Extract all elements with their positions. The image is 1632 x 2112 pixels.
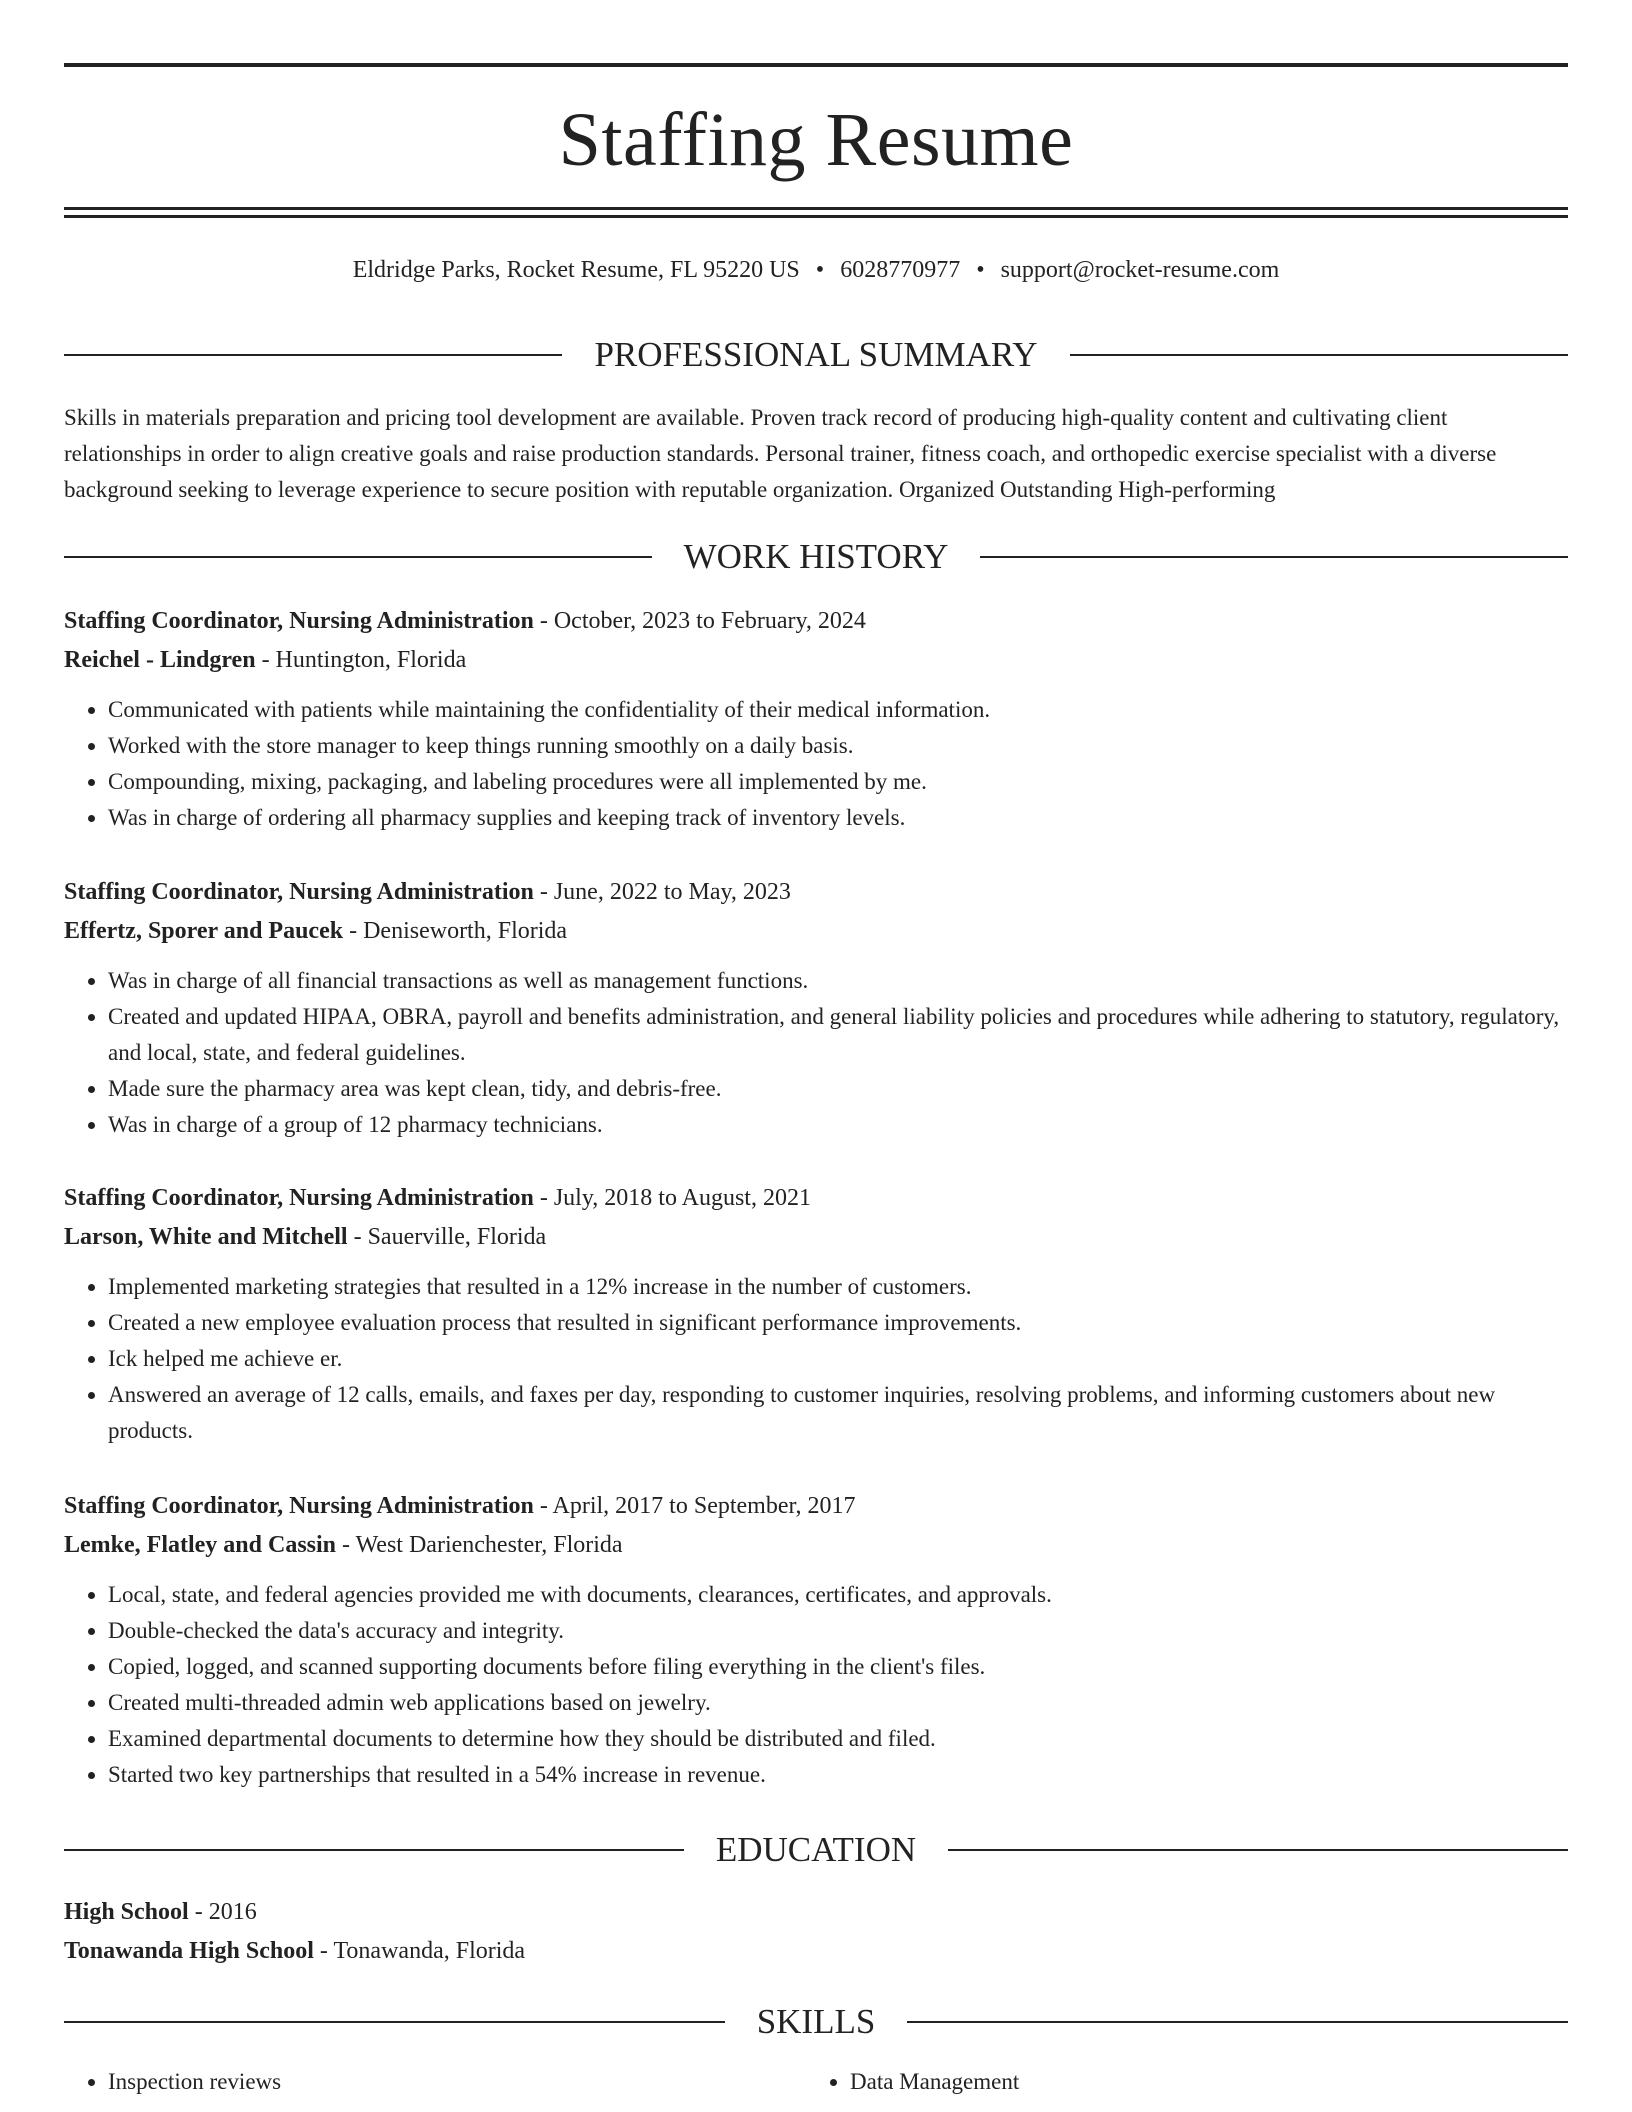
- job-title-line: [64, 1487, 1568, 1526]
- skills-column-2: [806, 2064, 1548, 2100]
- job-location: - West Darienchester, Florida: [336, 1532, 623, 1558]
- job-title-line: [64, 873, 1568, 912]
- job-bullet: • Answered an average of 12 calls, emails, and faxes per day, responding to customer inquiries, resolving problems, and informing customers about new products.: [108, 1377, 1568, 1449]
- job-title-line: [64, 1179, 1568, 1218]
- job-bullets: [64, 963, 1568, 1143]
- job-bullet: • Compounding, mixing, packaging, and labeling procedures were all implemented by me.: [108, 764, 1568, 800]
- job-title: Staffing Coordinator, Nursing Administration: [64, 879, 534, 905]
- heading-rule-right: [980, 556, 1568, 558]
- job-bullet: • Double-checked the data's accuracy and integrity.: [108, 1613, 1568, 1649]
- job-bullet: • Created and updated HIPAA, OBRA, payroll and benefits administration, and general liability policies and procedures while adhering to statutory, regulatory, and local, state, and federal guidelines.: [108, 999, 1568, 1071]
- education-degree-line: [64, 1893, 1568, 1932]
- education-location: - Tonawanda, Florida: [313, 1938, 526, 1964]
- education-school-line: [64, 1932, 1568, 1971]
- job-company: Effertz, Sporer and Paucek: [64, 918, 344, 944]
- job-company-line: [64, 641, 1568, 680]
- job-bullet: • Ick helped me achieve er.: [108, 1341, 1568, 1377]
- heading-rule-right: [1070, 354, 1568, 356]
- job-dates: - April, 2017 to September, 2017: [533, 1493, 856, 1519]
- skills-column-1: [64, 2064, 806, 2100]
- job-title: Staffing Coordinator, Nursing Administration: [64, 1185, 534, 1211]
- job-bullet: • Implemented marketing strategies that resulted in a 12% increase in the number of customers.: [108, 1269, 1568, 1305]
- heading-rule-left: [64, 354, 562, 356]
- job-dates: - October, 2023 to February, 2024: [533, 608, 866, 634]
- skill-item: • Inspection reviews: [108, 2064, 806, 2100]
- job-company-line: [64, 1218, 1568, 1257]
- job-company: Reichel - Lindgren: [64, 647, 256, 673]
- job-entry: [64, 1487, 1568, 1793]
- job-location: - Deniseworth, Florida: [343, 918, 568, 944]
- job-bullet: • Worked with the store manager to keep things running smoothly on a daily basis.: [108, 728, 1568, 764]
- heading-rule-right: [948, 1849, 1568, 1851]
- title-rule-lower: [64, 215, 1568, 218]
- section-heading-education: [64, 1827, 1568, 1873]
- summary-text: Skills in materials preparation and pricing tool development are available. Proven track record of producing high-quality content and cultivating client relationships in order to align creative goals and raise production standards. Personal trainer, fitness coach, and orthopedic exercise specialist with a diverse background seeking to leverage experience to secure position with reputable organization. Organized Outstanding High-performing: [64, 405, 1497, 502]
- job-company: Larson, White and Mitchell: [64, 1224, 348, 1250]
- heading-rule-left: [64, 1849, 684, 1851]
- job-title: Staffing Coordinator, Nursing Administration: [64, 608, 534, 634]
- job-bullet: • Was in charge of ordering all pharmacy supplies and keeping track of inventory levels.: [108, 800, 1568, 836]
- job-bullets: [64, 692, 1568, 836]
- job-bullets: [64, 1269, 1568, 1449]
- contact-line: [64, 252, 1568, 288]
- education-school: Tonawanda High School: [64, 1938, 314, 1964]
- section-heading-summary: [64, 332, 1568, 378]
- job-entry: [64, 873, 1568, 1143]
- job-bullet: • Copied, logged, and scanned supporting documents before filing everything in the client's files.: [108, 1649, 1568, 1685]
- contact-email: support@rocket-resume.com: [1000, 257, 1280, 283]
- job-title: Staffing Coordinator, Nursing Administration: [64, 1493, 534, 1519]
- heading-rule-left: [64, 556, 652, 558]
- job-title-line: [64, 602, 1568, 641]
- job-dates: - June, 2022 to May, 2023: [533, 879, 791, 905]
- contact-separator: •: [976, 257, 985, 283]
- job-bullet: • Made sure the pharmacy area was kept clean, tidy, and debris-free.: [108, 1071, 1568, 1107]
- education-entry: [64, 1893, 1568, 1971]
- job-entry: [64, 1179, 1568, 1449]
- title-rule-upper: [64, 207, 1568, 210]
- job-bullet: • Was in charge of a group of 12 pharmacy technicians.: [108, 1107, 1568, 1143]
- heading-rule-left: [64, 2021, 725, 2023]
- top-rule: [64, 63, 1568, 67]
- section-title: WORK HISTORY: [683, 537, 949, 576]
- heading-rule-right: [907, 2021, 1568, 2023]
- job-bullet: • Local, state, and federal agencies provided me with documents, clearances, certificates, and approvals.: [108, 1577, 1568, 1613]
- skills-list: [64, 2064, 1568, 2100]
- education-year: - 2016: [188, 1899, 257, 1925]
- contact-phone: 6028770977: [840, 257, 961, 283]
- job-entry: [64, 602, 1568, 836]
- job-bullet: • Created a new employee evaluation process that resulted in significant performance improvements.: [108, 1305, 1568, 1341]
- contact-separator: •: [815, 257, 825, 283]
- section-heading-work: [64, 534, 1568, 580]
- skill-item: • Data Management: [850, 2064, 1548, 2100]
- section-heading-skills: [64, 1999, 1568, 2045]
- job-location: - Huntington, Florida: [255, 647, 467, 673]
- job-company-line: [64, 912, 1568, 951]
- job-bullets: [64, 1577, 1568, 1793]
- job-location: - Sauerville, Florida: [347, 1224, 547, 1250]
- job-bullet: • Created multi-threaded admin web applications based on jewelry.: [108, 1685, 1568, 1721]
- job-bullet: • Examined departmental documents to determine how they should be distributed and filed.: [108, 1721, 1568, 1757]
- resume-title: Staffing Resume: [558, 98, 1074, 182]
- section-title: SKILLS: [756, 2002, 876, 2041]
- job-company: Lemke, Flatley and Cassin: [64, 1532, 337, 1558]
- section-title: EDUCATION: [715, 1830, 917, 1869]
- job-bullet: • Was in charge of all financial transactions as well as management functions.: [108, 963, 1568, 999]
- job-dates: - July, 2018 to August, 2021: [533, 1185, 811, 1211]
- contact-address: Eldridge Parks, Rocket Resume, FL 95220 US: [352, 257, 800, 283]
- education-degree: High School: [64, 1899, 189, 1925]
- job-bullet: • Started two key partnerships that resulted in a 54% increase in revenue.: [108, 1757, 1568, 1793]
- job-company-line: [64, 1526, 1568, 1565]
- job-bullet: • Communicated with patients while maintaining the confidentiality of their medical information.: [108, 692, 1568, 728]
- section-title: PROFESSIONAL SUMMARY: [594, 335, 1038, 374]
